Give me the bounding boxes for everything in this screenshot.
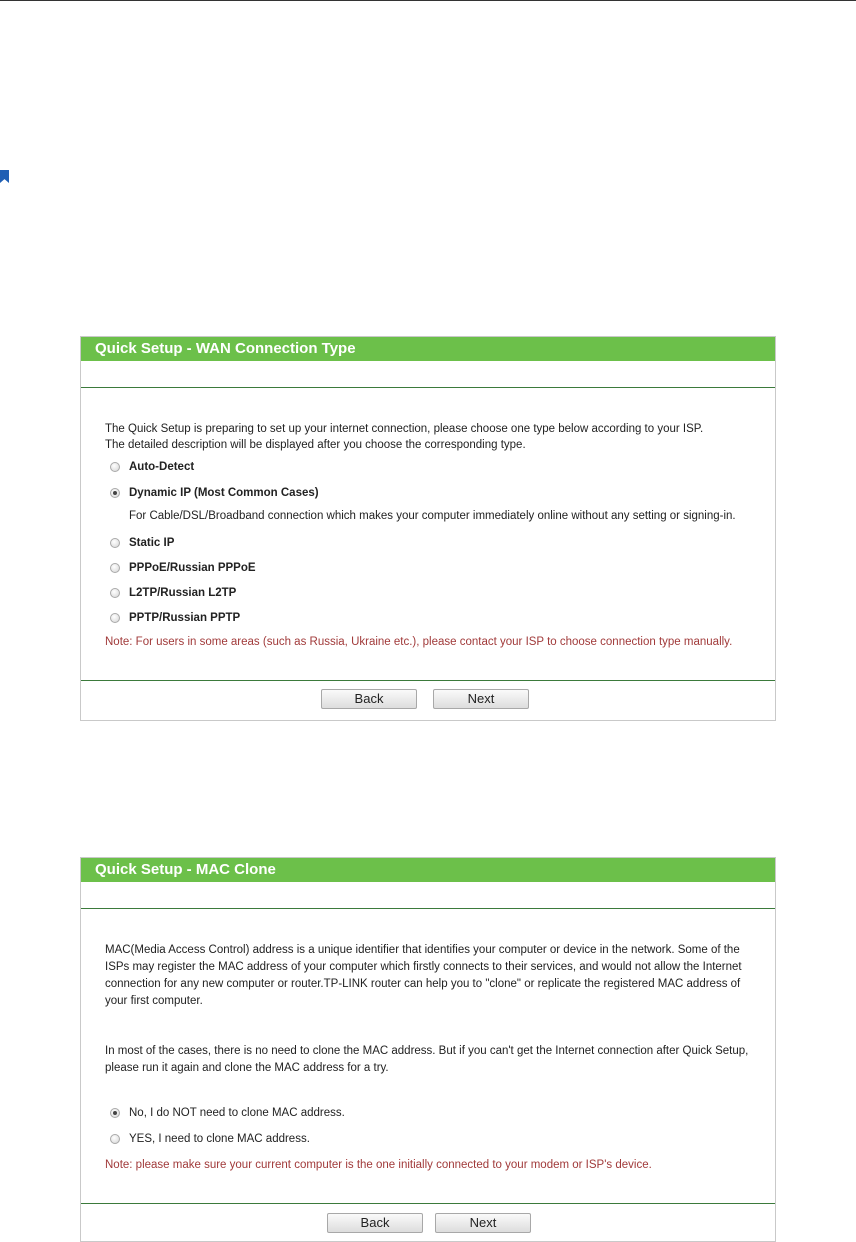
option-yes-clone-label: YES, I need to clone MAC address. [129, 1133, 310, 1145]
wan-connection-panel [80, 336, 776, 721]
mac-note: Note: please make sure your current computer is the one initially connected to your modem or ISP's device. [105, 1159, 652, 1171]
radio-auto-detect[interactable] [110, 462, 120, 472]
option-auto-detect-label: Auto-Detect [129, 461, 195, 473]
mac-back-button[interactable]: Back [327, 1213, 423, 1233]
wan-next-button[interactable]: Next [433, 689, 529, 709]
radio-static-ip[interactable] [110, 538, 120, 548]
option-l2tp-label: L2TP/Russian L2TP [129, 587, 237, 599]
option-pptp[interactable] [110, 610, 240, 626]
top-rule [0, 0, 856, 1]
option-static-ip[interactable] [110, 535, 174, 551]
option-dynamic-ip-label: Dynamic IP (Most Common Cases) [129, 487, 319, 499]
wan-panel-title: Quick Setup - WAN Connection Type [81, 337, 775, 361]
bookmark-icon [0, 170, 9, 183]
option-pptp-label: PPTP/Russian PPTP [129, 612, 241, 624]
mac-paragraph-2: In most of the cases, there is no need to clone the MAC address. But if you can't get the Internet connection after Quick Setup, please run it again and clone the MAC address for a try. [105, 1045, 749, 1074]
option-pppoe-label: PPPoE/Russian PPPoE [129, 562, 256, 574]
mac-footer-divider [81, 1203, 775, 1204]
radio-yes-clone[interactable] [110, 1134, 120, 1144]
option-static-ip-label: Static IP [129, 537, 175, 549]
radio-pptp[interactable] [110, 613, 120, 623]
wan-back-button[interactable]: Back [321, 689, 417, 709]
radio-dynamic-ip[interactable] [110, 488, 120, 498]
wan-intro-line-1: The Quick Setup is preparing to set up your internet connection, please choose one type below according to your ISP. [105, 423, 704, 435]
mac-clone-panel [80, 857, 776, 1242]
wan-intro-line-2: The detailed description will be displayed after you choose the corresponding type. [105, 439, 526, 451]
option-dynamic-ip[interactable] [110, 485, 319, 501]
option-l2tp[interactable] [110, 585, 236, 601]
wan-footer-divider [81, 680, 775, 681]
wan-panel-subheader [81, 361, 775, 388]
wan-note: Note: For users in some areas (such as Russia, Ukraine etc.), please contact your ISP to choose connection type manually. [105, 636, 733, 648]
radio-l2tp[interactable] [110, 588, 120, 598]
mac-panel-subheader [81, 882, 775, 909]
dynamic-ip-description: For Cable/DSL/Broadband connection which makes your computer immediately online without any setting or signing-in. [129, 510, 736, 522]
radio-no-clone[interactable] [110, 1108, 120, 1118]
radio-pppoe[interactable] [110, 563, 120, 573]
option-yes-clone[interactable] [110, 1131, 310, 1147]
option-auto-detect[interactable] [110, 459, 194, 475]
option-no-clone-label: No, I do NOT need to clone MAC address. [129, 1107, 345, 1119]
option-no-clone[interactable] [110, 1105, 345, 1121]
mac-panel-title: Quick Setup - MAC Clone [81, 858, 775, 882]
mac-paragraph-1: MAC(Media Access Control) address is a unique identifier that identifies your computer or device in the network. Some of the ISPs may register the MAC address of your computer which firstly connects to their services, and would not allow the Internet connection for any new computer or router.TP-LINK router can help you to "clone" or replicate the registered MAC address of your first computer. [105, 944, 742, 1007]
mac-next-button[interactable]: Next [435, 1213, 531, 1233]
option-pppoe[interactable] [110, 560, 256, 576]
